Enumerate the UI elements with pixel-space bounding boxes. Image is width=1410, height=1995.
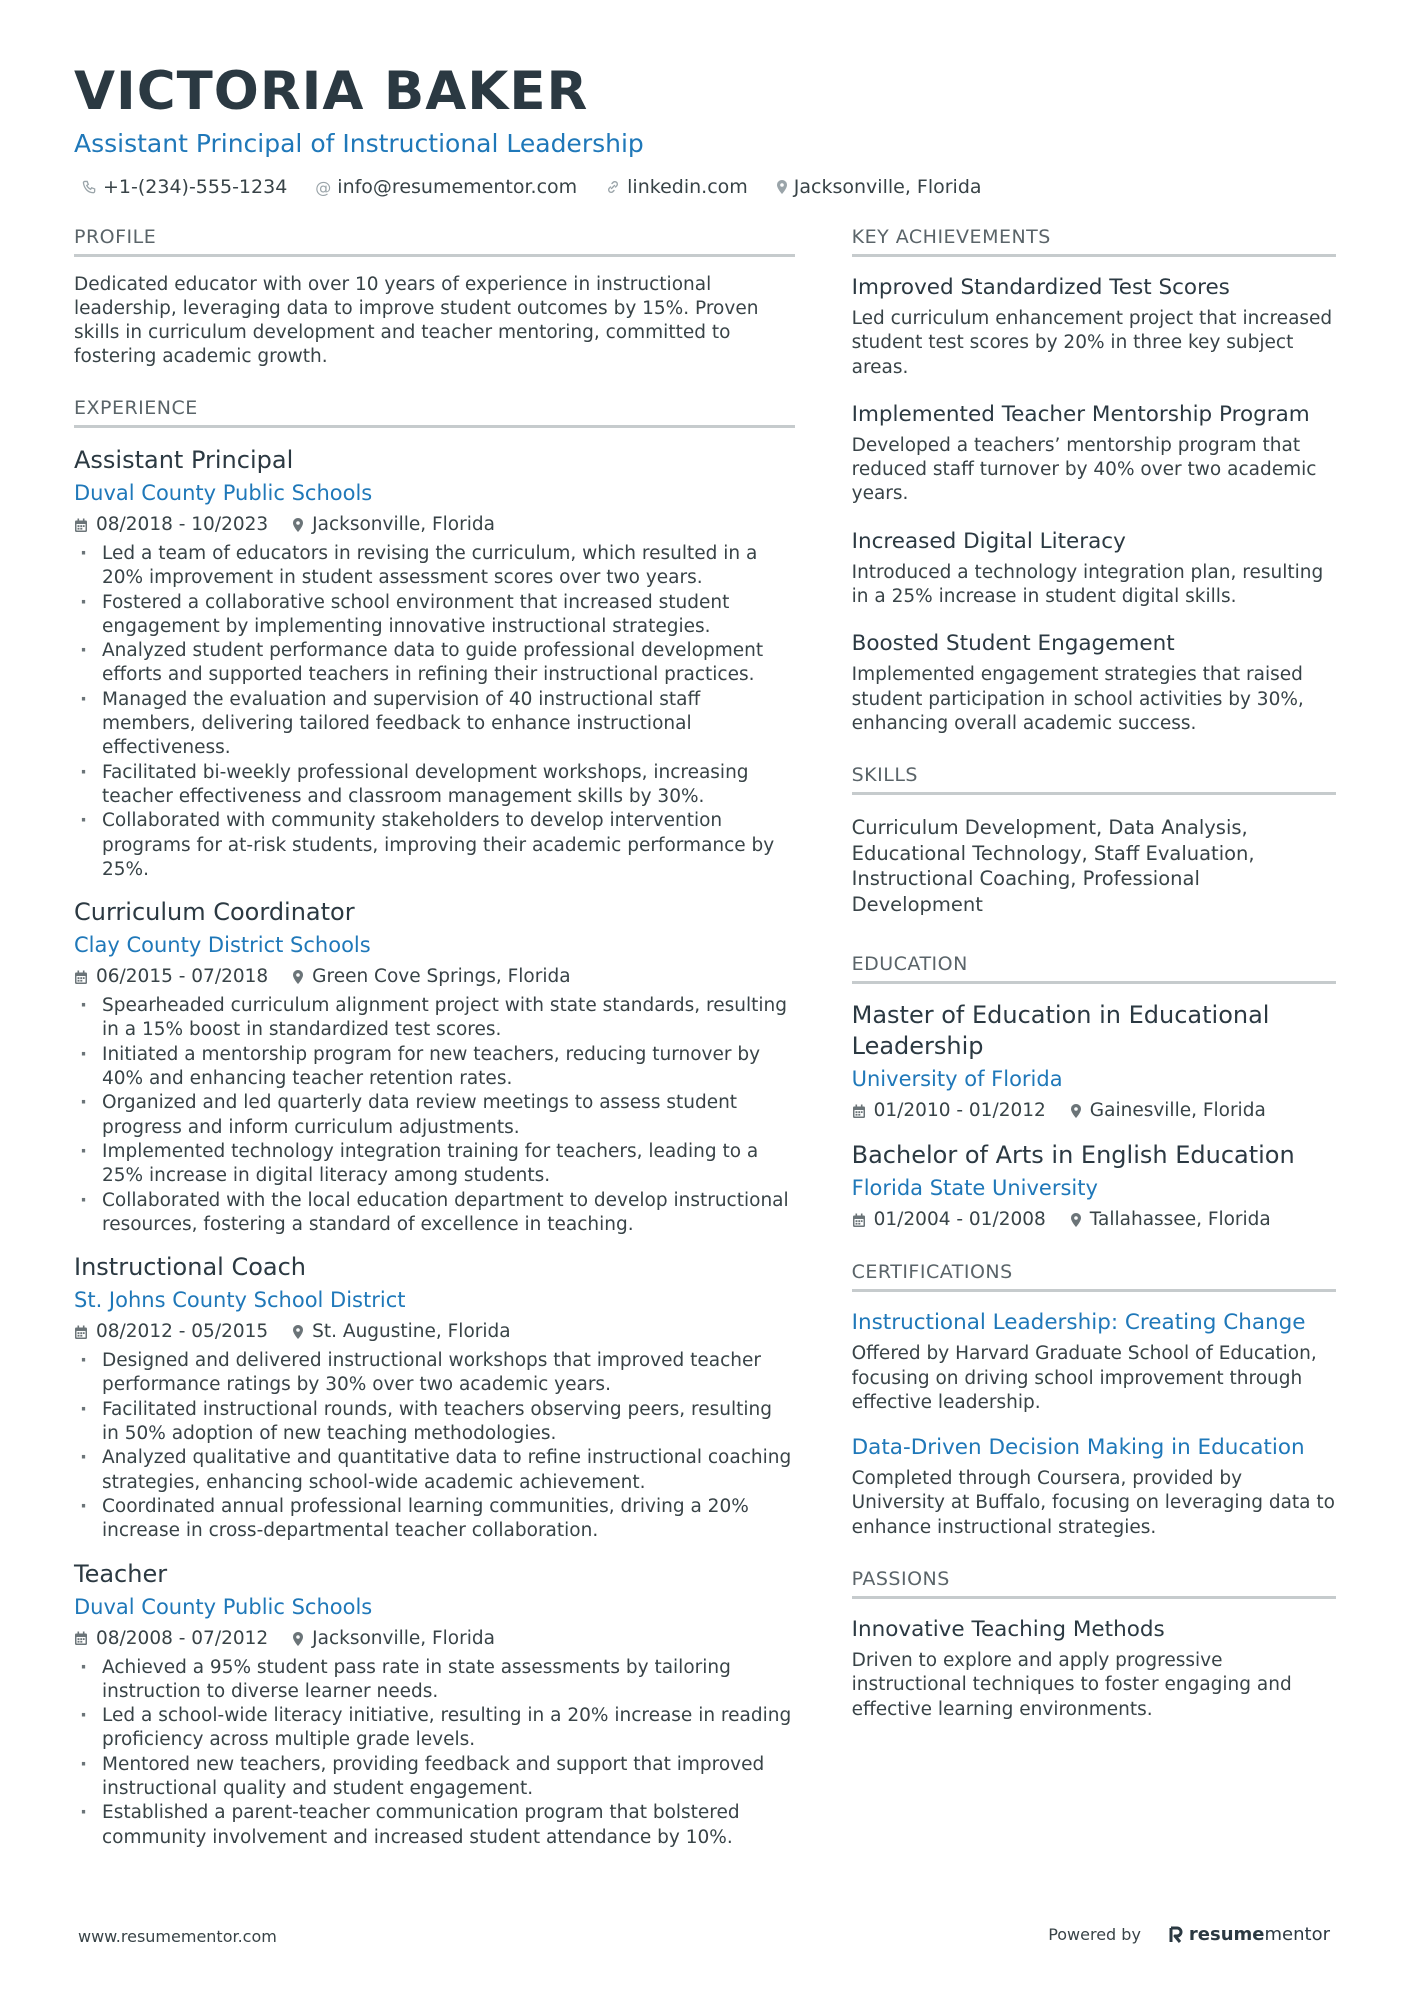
date-location-row: [852, 1098, 1336, 1124]
job-entry: [74, 1558, 795, 1850]
profile-section: [74, 226, 795, 369]
contact-bar: [82, 176, 1336, 198]
passion-item: [852, 1615, 1336, 1722]
company-name: Duval County Public Schools: [74, 1594, 373, 1619]
powered-by-label: Powered by: [1048, 1925, 1141, 1944]
bullet-item: · Established a parent-teacher communication program that bolstered community involvement and increased student attendance by 10%.: [74, 1801, 795, 1850]
candidate-title: Assistant Principal of Instructional Leadership: [74, 129, 644, 158]
date-location-row: [74, 964, 795, 990]
achievement-item: [852, 273, 1336, 380]
candidate-name: VICTORIA BAKER: [74, 61, 589, 122]
achievement-title: Improved Standardized Test Scores: [851, 275, 1230, 300]
section-heading: PASSIONS: [852, 1568, 1336, 1599]
section-heading: EDUCATION: [852, 953, 1336, 984]
contact-phone: [82, 176, 287, 198]
date-text: 01/2004 - 01/2008: [873, 1209, 1046, 1231]
location-text: Green Cove Springs, Florida: [312, 966, 571, 988]
bullet-list: [74, 994, 795, 1237]
section-heading: KEY ACHIEVEMENTS: [852, 226, 1336, 257]
bullet-item: · Coordinated annual professional learning communities, driving a 20% increase in cross-departmental teacher collaboration.: [74, 1495, 795, 1544]
date-range: [852, 1098, 1046, 1124]
achievement-list: [852, 273, 1336, 736]
link-icon: [605, 179, 621, 195]
bullet-item: · Led a team of educators in revising the curriculum, which resulted in a 20% improvement in student assessment scores over two years.: [74, 542, 795, 591]
certification-desc: Completed through Coursera, provided by University at Buffalo, focusing on leveraging data to enhance instructional strategies.: [851, 1468, 1335, 1538]
achievement-title: Implemented Teacher Mentorship Program: [851, 401, 1310, 427]
map-pin-icon: [292, 1631, 304, 1647]
certification-list: [852, 1308, 1336, 1540]
job-title: Curriculum Coordinator: [74, 898, 355, 927]
calendar-icon: [74, 1325, 88, 1340]
achievement-item: [852, 527, 1336, 610]
map-pin-icon: [292, 517, 304, 533]
resume-header: [74, 60, 1336, 198]
bullet-item: · Analyzed qualitative and quantitative data to refine instructional coaching strategies, enhancing school-wide academic achievement.: [74, 1446, 795, 1495]
contact-email[interactable]: [315, 176, 577, 198]
job-entry: [74, 896, 795, 1237]
phone-icon: [82, 180, 97, 195]
date-text: 06/2015 - 07/2018: [96, 966, 269, 988]
achievement-item: [852, 400, 1336, 507]
brand-logo[interactable]: [1169, 1924, 1330, 1945]
date-range: [74, 512, 268, 538]
date-location-row: [74, 512, 795, 538]
bullet-item: · Led a school-wide literacy initiative, resulting in a 20% increase in reading proficiency across multiple grade levels.: [74, 1704, 795, 1753]
date-text: 01/2010 - 01/2012: [873, 1100, 1046, 1122]
school-name: Florida State University: [851, 1176, 1098, 1201]
job-entry: [74, 444, 795, 882]
achievement-title: Boosted Student Engagement: [851, 631, 1175, 657]
right-column: [852, 226, 1336, 1878]
contact-linkedin-text[interactable]: linkedin.com: [627, 176, 748, 198]
contact-email-text[interactable]: info@resumementor.com: [337, 176, 578, 198]
location-text: Jacksonville, Florida: [312, 1627, 495, 1649]
footer-powered: [1048, 1924, 1330, 1945]
bullet-item: · Managed the evaluation and supervision of 40 instructional staff members, delivering tailored feedback to enhance instructional effectiveness.: [74, 688, 795, 761]
calendar-icon: [74, 1631, 88, 1646]
achievement-desc: Implemented engagement strategies that raised student participation in school activities by 30%, enhancing overall academic success.: [851, 664, 1304, 734]
bullet-item: · Facilitated bi-weekly professional development workshops, increasing teacher effectiveness and classroom management skills by 30%.: [74, 761, 795, 810]
location: [292, 1319, 510, 1345]
passion-title: Innovative Teaching Methods: [851, 1617, 1165, 1643]
degree-title: Master of Education in Educational Leadership: [851, 1001, 1270, 1061]
contact-phone-text: +1-(234)-555-1234: [103, 176, 288, 198]
profile-text: Dedicated educator with over 10 years of experience in instructional leadership, leveraging data to improve student outcomes by 15%. Proven skills in curriculum development and teacher mentoring, committed to fostering academic growth.: [74, 274, 759, 367]
map-pin-icon: [1070, 1212, 1082, 1228]
bullet-item: · Initiated a mentorship program for new teachers, reducing turnover by 40% and enhancing teacher retention rates.: [74, 1043, 795, 1092]
map-pin-icon: [292, 1324, 304, 1340]
at-icon: @: [315, 177, 332, 197]
bullet-item: · Achieved a 95% student pass rate in state assessments by tailoring instruction to diverse learner needs.: [74, 1656, 795, 1705]
education-item: [852, 1140, 1336, 1233]
job-title: Teacher: [74, 1559, 168, 1588]
location: [292, 512, 495, 538]
location-text: Tallahassee, Florida: [1089, 1209, 1271, 1231]
resumementor-logo-icon: [1169, 1926, 1183, 1944]
date-location-row: [852, 1207, 1336, 1233]
contact-location-text: Jacksonville, Florida: [793, 176, 982, 198]
passion-desc: Driven to explore and apply progressive instructional techniques to foster engaging and effective learning environments.: [851, 1650, 1292, 1720]
certification-item: [852, 1308, 1336, 1415]
achievement-desc: Introduced a technology integration plan, resulting in a 25% increase in student digital skills.: [851, 561, 1324, 608]
resume-columns: [74, 226, 1336, 1878]
bullet-list: [74, 1349, 795, 1543]
calendar-icon: [852, 1213, 866, 1228]
certification-item: [852, 1433, 1336, 1540]
bullet-list: [74, 542, 795, 882]
footer-website[interactable]: www.resumementor.com: [78, 1927, 277, 1946]
company-name: Duval County Public Schools: [74, 481, 373, 505]
experience-section: [74, 397, 795, 1850]
certification-title: Data-Driven Decision Making in Education: [851, 1435, 1305, 1461]
location: [1070, 1207, 1271, 1233]
brand-rest-text: mentor: [1264, 1924, 1330, 1945]
location: [292, 1626, 495, 1652]
education-section: [852, 953, 1336, 1233]
date-location-row: [74, 1626, 795, 1652]
bullet-item: · Mentored new teachers, providing feedback and support that improved instructional quality and student engagement.: [74, 1753, 795, 1802]
degree-title: Bachelor of Arts in English Education: [851, 1141, 1295, 1170]
bullet-item: · Implemented technology integration training for teachers, leading to a 25% increase in digital literacy among students.: [74, 1140, 795, 1189]
date-range: [74, 1319, 268, 1345]
bullet-item: · Collaborated with the local education department to develop instructional resources, fostering a standard of excellence in teaching.: [74, 1189, 795, 1238]
location: [292, 964, 570, 990]
job-list: [74, 444, 795, 1850]
date-range: [74, 1626, 268, 1652]
location-text: St. Augustine, Florida: [312, 1321, 511, 1343]
contact-location: [776, 176, 982, 198]
bullet-list: [74, 1656, 795, 1850]
school-name: University of Florida: [851, 1067, 1063, 1092]
certification-title: Instructional Leadership: Creating Change: [851, 1310, 1306, 1336]
brand-bold-text: resume: [1188, 1924, 1265, 1945]
section-heading: PROFILE: [74, 226, 795, 257]
bullet-item: · Collaborated with community stakeholders to develop intervention programs for at-risk students, improving their academic performance by 25%.: [74, 809, 795, 882]
job-title: Assistant Principal: [74, 446, 294, 474]
contact-linkedin[interactable]: [605, 176, 748, 198]
passions-section: [852, 1568, 1336, 1722]
calendar-icon: [852, 1104, 866, 1119]
section-heading: CERTIFICATIONS: [852, 1261, 1336, 1292]
map-pin-icon: [292, 969, 304, 985]
job-title: Instructional Coach: [74, 1253, 307, 1282]
achievement-desc: Led curriculum enhancement project that increased student test scores by 20% in three key subject areas.: [851, 308, 1333, 378]
education-item: [852, 1000, 1336, 1124]
date-text: 08/2008 - 07/2012: [96, 1627, 269, 1649]
skills-section: [852, 764, 1336, 917]
education-list: [852, 1000, 1336, 1233]
bullet-item: · Spearheaded curriculum alignment project with state standards, resulting in a 15% boost in standardized test scores.: [74, 994, 795, 1043]
date-location-row: [74, 1319, 795, 1345]
certifications-section: [852, 1261, 1336, 1540]
bullet-item: · Analyzed student performance data to guide professional development efforts and supported teachers in refining their instructional practices.: [74, 639, 795, 688]
date-range: [852, 1207, 1046, 1233]
company-name: Clay County District Schools: [74, 933, 371, 958]
calendar-icon: [74, 970, 88, 985]
achievement-title: Increased Digital Literacy: [851, 528, 1126, 554]
achievements-section: [852, 226, 1336, 736]
bullet-item: · Facilitated instructional rounds, with teachers observing peers, resulting in 50% adoption of new teaching methodologies.: [74, 1398, 795, 1447]
bullet-item: · Fostered a collaborative school environment that increased student engagement by implementing innovative instructional strategies.: [74, 591, 795, 640]
bullet-item: · Designed and delivered instructional workshops that improved teacher performance ratings by 30% over two academic years.: [74, 1349, 795, 1398]
left-column: [74, 226, 795, 1878]
location-text: Gainesville, Florida: [1089, 1100, 1266, 1122]
calendar-icon: [74, 518, 88, 533]
map-pin-icon: [776, 179, 788, 195]
date-text: 08/2012 - 05/2015: [96, 1321, 269, 1343]
company-name: St. Johns County School District: [74, 1288, 406, 1313]
date-range: [74, 964, 268, 990]
location: [1070, 1098, 1266, 1124]
section-heading: EXPERIENCE: [74, 397, 795, 428]
passion-list: [852, 1615, 1336, 1722]
achievement-item: [852, 629, 1336, 736]
achievement-desc: Developed a teachers’ mentorship program that reduced staff turnover by 40% over two academic years.: [851, 434, 1317, 505]
skills-text: Curriculum Development, Data Analysis, Educational Technology, Staff Evaluation, Instructional Coaching, Professional Development: [851, 816, 1255, 916]
map-pin-icon: [1070, 1103, 1082, 1119]
section-heading: SKILLS: [852, 764, 1336, 795]
certification-desc: Offered by Harvard Graduate School of Education, focusing on driving school improvement through effective leadership.: [851, 1343, 1317, 1413]
location-text: Jacksonville, Florida: [312, 514, 495, 535]
bullet-item: · Organized and led quarterly data review meetings to assess student progress and inform curriculum adjustments.: [74, 1091, 795, 1140]
date-text: 08/2018 - 10/2023: [96, 514, 269, 535]
job-entry: [74, 1251, 795, 1543]
